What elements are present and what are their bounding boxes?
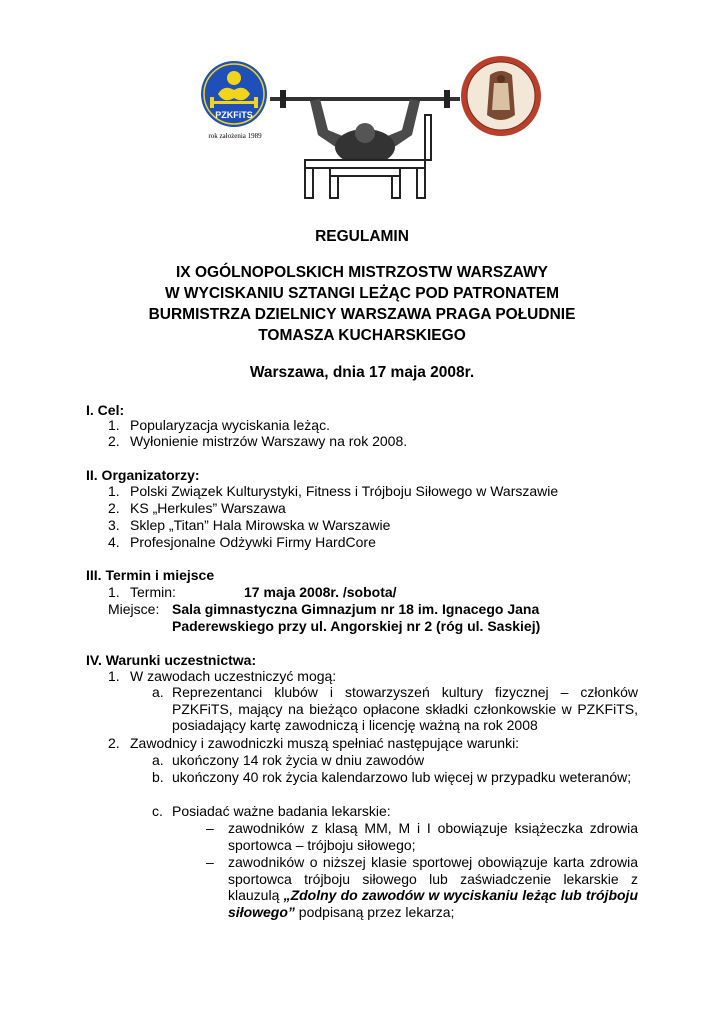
sublist-label: c. [152, 803, 163, 819]
list-number: 2. [108, 500, 120, 516]
list-item: Popularyzacja wyciskania leżąc. [130, 417, 330, 433]
termin-value: 17 maja 2008r. /sobota/ [244, 584, 397, 600]
sublist-label: a. [152, 684, 164, 700]
list-item: Profesjonalne Odżywki Firmy HardCore [130, 534, 376, 550]
list-item: KS „Herkules” Warszawa [130, 500, 286, 516]
doc-heading: REGULAMIN [315, 228, 409, 245]
list-item: Zawodnicy i zawodniczki muszą spełniać następujące warunki: [130, 735, 520, 751]
district-seal-icon [460, 55, 542, 137]
doc-date: Warszawa, dnia 17 maja 2008r. [249, 364, 475, 381]
miejsce-value-line-1: Sala gimnastyczna Gimnazjum nr 18 im. Ignacego Jana [172, 601, 540, 617]
dash-item-2-end: podpisaną przez lekarza; [294, 903, 455, 920]
title-line-1: IX OGÓLNOPOLSKICH MISTRZOSTW WARSZAWY [176, 264, 548, 281]
section-1-title: I. Cel: [86, 402, 125, 418]
miejsce-label: Miejsce: [108, 601, 160, 617]
section-3-title: III. Termin i miejsce [86, 567, 215, 583]
list-number: 3. [108, 517, 120, 533]
clause-quote: „Zdolny do zawodów w wyciskaniu leżąc lub trójboju siłowego” [228, 887, 638, 920]
logo-year: rok założenia 1989 [208, 132, 262, 140]
sublist-item: Posiadać ważne badania lekarskie: [172, 803, 391, 819]
list-item: Polski Związek Kulturystyki, Fitness i Trójboju Siłowego w Warszawie [130, 483, 559, 499]
list-number: 1. [108, 584, 120, 600]
header-graphic [190, 55, 550, 200]
termin-label: Termin: [130, 584, 176, 600]
dash-bullet: – [206, 820, 214, 836]
sublist-label: b. [152, 769, 164, 785]
bench-press-illustration-icon [270, 75, 460, 200]
sublist-item: ukończony 14 rok życia w dniu zawodów [172, 752, 425, 768]
list-item: W zawodach uczestniczyć mogą: [130, 668, 337, 684]
sublist-label: a. [152, 752, 164, 768]
sublist-item: ukończony 40 rok życia kalendarzowo lub więcej w przypadku weteranów; [172, 769, 632, 785]
title-line-3: BURMISTRZA DZIELNICY WARSZAWA PRAGA POŁUDNIE [148, 306, 576, 323]
list-number: 2. [108, 735, 120, 751]
list-item: Sklep „Titan” Hala Mirowska w Warszawie [130, 517, 391, 533]
dash-item-2-text: zawodników o niższej klasie sportowej obowiązuje karta zdrowia sportowca trójboju siłowego lub zaświadczenie lekarskie z klauzulą [228, 854, 638, 903]
sublist-item-a: Reprezentanci klubów i stowarzyszeń kultury fizycznej – członków PZKFiTS, mający na bieżąco opłacone składki członkowskie w PZKFiTS, posiadający kartę zawodniczą i licencję ważną na rok 2008 [172, 684, 638, 733]
logo-text: PZKFiTS [215, 110, 253, 120]
list-item: Wyłonienie mistrzów Warszawy na rok 2008. [130, 433, 408, 449]
list-number: 4. [108, 534, 120, 550]
title-line-2: W WYCISKANIU SZTANGI LEŻĄC POD PATRONATEM [164, 285, 560, 302]
list-number: 2. [108, 433, 120, 449]
pzkfits-logo [200, 60, 268, 128]
dash-item-1: zawodników z klasą MM, M i I obowiązuje książeczka zdrowia sportowca – trójboju siłowego; [228, 820, 638, 853]
list-number: 1. [108, 483, 120, 499]
list-number: 1. [108, 417, 120, 433]
dash-item-2 [228, 854, 638, 920]
miejsce-value-line-2: Paderewskiego przy ul. Angorskiej nr 2 (róg ul. Saskiej) [172, 618, 541, 634]
section-2-title: II. Organizatorzy: [86, 467, 200, 483]
section-4-title: IV. Warunki uczestnictwa: [86, 652, 257, 668]
title-line-4: TOMASZA KUCHARSKIEGO [258, 327, 466, 344]
dash-bullet: – [206, 854, 214, 870]
list-number: 1. [108, 668, 120, 684]
